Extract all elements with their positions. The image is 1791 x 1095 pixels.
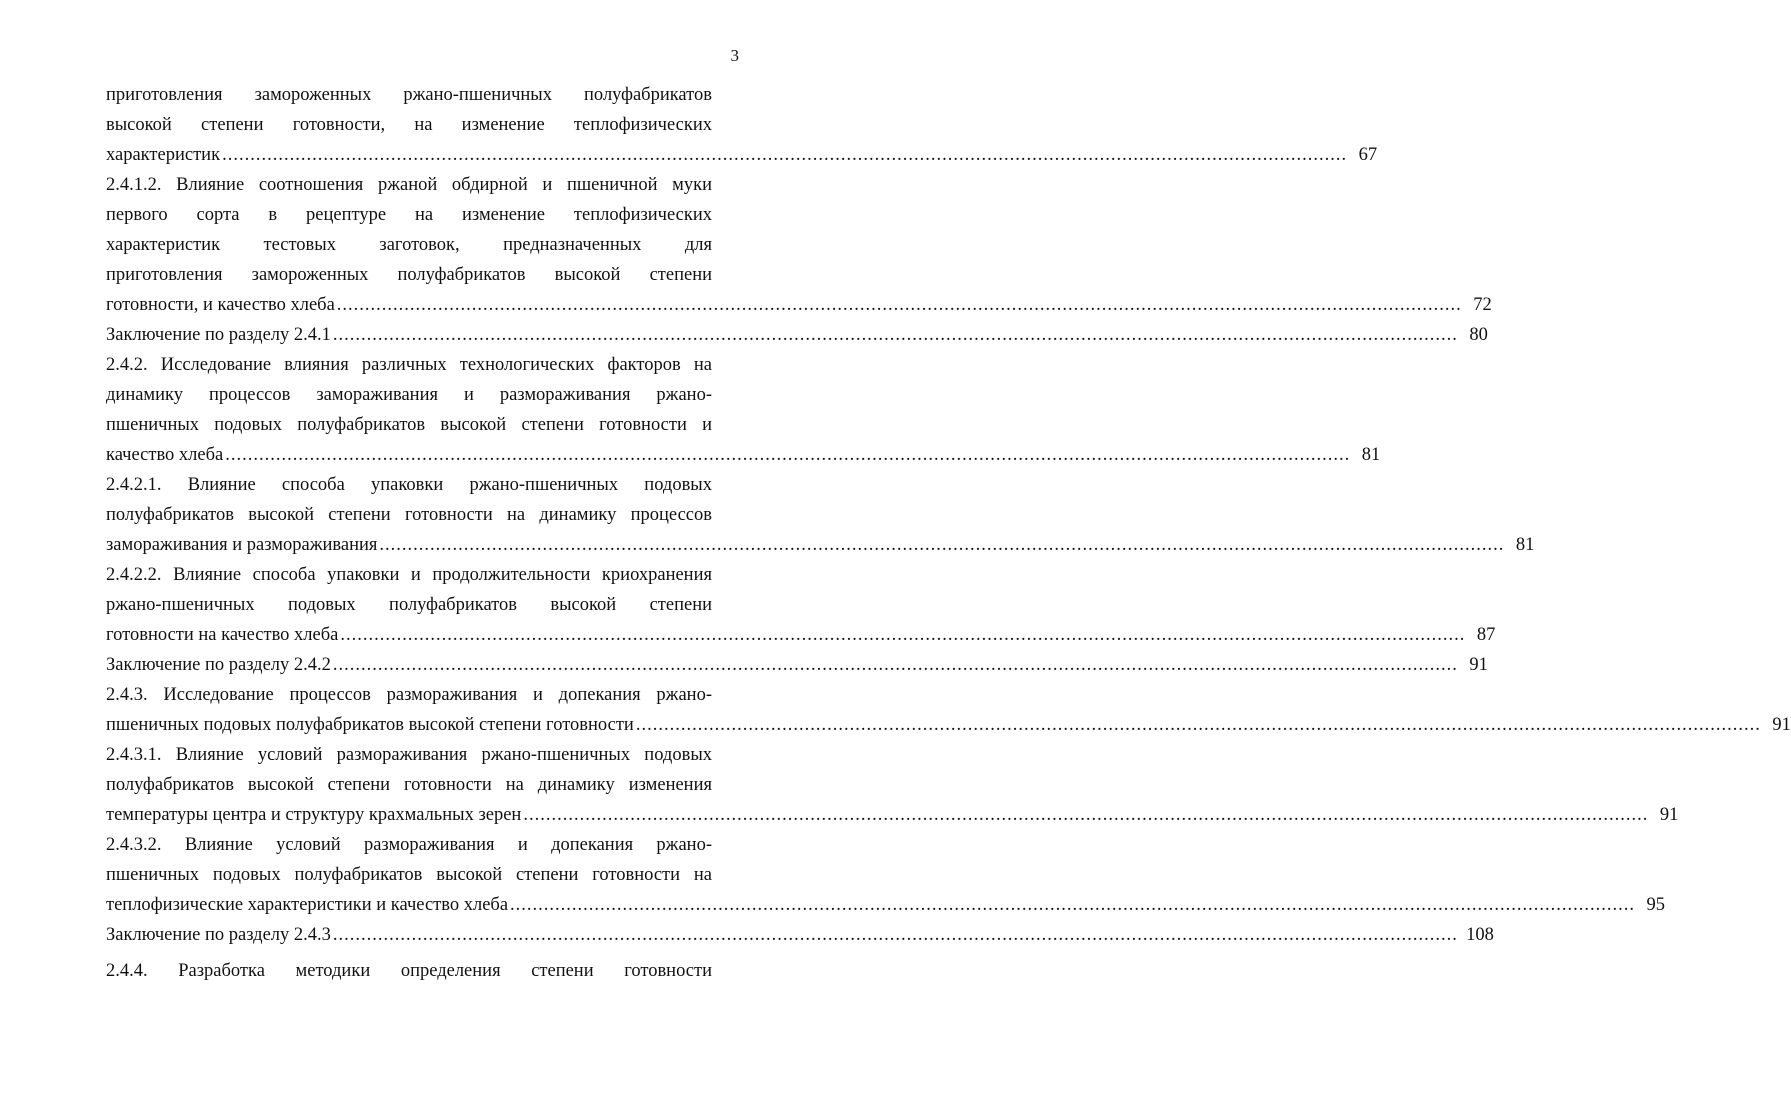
toc-entry-title: характеристик — [106, 145, 221, 165]
toc-entry-line: высокой степени готовности, на изменение теплофизических — [106, 115, 712, 135]
toc-entry — [106, 320, 1488, 350]
toc-page-number: 81 — [1361, 445, 1381, 465]
toc-entry-line: полуфабрикатов высокой степени готовности на динамику изменения — [106, 775, 712, 795]
toc-page-number: 95 — [1646, 895, 1666, 915]
toc-entry-line: приготовления замороженных ржано-пшеничных полуфабрикатов — [106, 85, 712, 105]
toc-entry-title: температуры центра и структуру крахмальных зерен — [106, 805, 522, 825]
dot-leader: ........................................................................................................................................................................................................ — [332, 655, 1458, 675]
dot-leader: ........................................................................................................................................................................................................ — [523, 805, 1649, 825]
toc-entry-title: пшеничных подовых полуфабрикатов высокой степени готовности — [106, 715, 634, 735]
dot-leader: ........................................................................................................................................................................................................ — [225, 445, 1351, 465]
dot-leader: ........................................................................................................................................................................................................ — [340, 625, 1466, 645]
dot-leader: ........................................................................................................................................................................................................ — [635, 715, 1761, 735]
dot-leader: ........................................................................................................................................................................................................ — [379, 535, 1505, 555]
dot-leader: ........................................................................................................................................................................................................ — [336, 295, 1462, 315]
toc-entry-title: качество хлеба — [106, 445, 224, 465]
toc-entry-last-line — [106, 290, 1492, 320]
toc-page-number: 108 — [1466, 925, 1494, 945]
toc-entry-line: пшеничных подовых полуфабрикатов высокой степени готовности и — [106, 415, 712, 435]
toc-entry — [106, 956, 712, 986]
toc-entry-last-line — [106, 650, 1488, 680]
dot-leader: ........................................................................................................................................................................................................ — [510, 895, 1636, 915]
toc-entry-last-line — [106, 620, 1496, 650]
toc-entry-last-line — [106, 920, 1494, 950]
toc-entry — [106, 680, 1791, 740]
toc-entry-line: 2.4.2. Исследование влияния различных технологических факторов на — [106, 355, 712, 375]
toc-entry — [106, 80, 1378, 170]
toc-entry-line: динамику процессов замораживания и размораживания ржано- — [106, 385, 712, 405]
toc-entry — [106, 560, 1496, 650]
toc-entry-line: характеристик тестовых заготовок, предназначенных для — [106, 235, 712, 255]
toc-entry-title: готовности на качество хлеба — [106, 625, 339, 645]
toc-entry-line: первого сорта в рецептуре на изменение теплофизических — [106, 205, 712, 225]
page-number: 3 — [730, 46, 739, 65]
toc-entry-title: Заключение по разделу 2.4.1 — [106, 325, 331, 345]
toc-entry-last-line — [106, 140, 1378, 170]
toc-entry-last-line — [106, 320, 1488, 350]
toc-entry-line: ржано-пшеничных подовых полуфабрикатов высокой степени — [106, 595, 712, 615]
dot-leader: ........................................................................................................................................................................................................ — [222, 145, 1348, 165]
toc-entry-title: Заключение по разделу 2.4.3 — [106, 925, 331, 945]
toc-entry-line: 2.4.3.2. Влияние условий размораживания и допекания ржано- — [106, 835, 712, 855]
table-of-contents — [106, 80, 1791, 986]
toc-page-number: 67 — [1358, 145, 1378, 165]
toc-entry-title: Заключение по разделу 2.4.2 — [106, 655, 331, 675]
toc-entry — [106, 740, 1679, 830]
toc-entry-title: теплофизические характеристики и качество хлеба — [106, 895, 509, 915]
toc-entry-line: 2.4.2.2. Влияние способа упаковки и продолжительности криохранения — [106, 565, 712, 585]
dot-leader: ........................................................................................................................................................................................................ — [332, 325, 1458, 345]
toc-entry-last-line — [106, 530, 1535, 560]
dot-leader: ........................................................................................................................................................................................................ — [332, 925, 1458, 945]
toc-entry-line: приготовления замороженных полуфабрикатов высокой степени — [106, 265, 712, 285]
toc-entry-title: замораживания и размораживания — [106, 535, 378, 555]
toc-entry-line: 2.4.2.1. Влияние способа упаковки ржано-пшеничных подовых — [106, 475, 712, 495]
toc-entry — [106, 470, 1535, 560]
toc-entry-line: 2.4.3. Исследование процессов размораживания и допекания ржано- — [106, 685, 712, 705]
toc-entry-last-line — [106, 890, 1666, 920]
toc-entry-line: 2.4.4. Разработка методики определения степени готовности — [106, 961, 712, 981]
toc-entry-last-line — [106, 710, 1791, 740]
toc-entry-last-line — [106, 440, 1381, 470]
toc-page-number: 72 — [1473, 295, 1492, 315]
toc-entry-line: 2.4.3.1. Влияние условий размораживания ржано-пшеничных подовых — [106, 745, 712, 765]
toc-entry — [106, 920, 1494, 950]
toc-page-number: 80 — [1469, 325, 1488, 345]
toc-entry — [106, 170, 1492, 320]
toc-entry-line: 2.4.1.2. Влияние соотношения ржаной обдирной и пшеничной муки — [106, 175, 712, 195]
toc-page-number: 81 — [1515, 535, 1535, 555]
toc-page-number: 91 — [1469, 655, 1488, 675]
toc-page-number: 87 — [1476, 625, 1496, 645]
toc-page-number: 91 — [1772, 715, 1791, 735]
toc-page-number: 91 — [1659, 805, 1679, 825]
toc-entry — [106, 650, 1488, 680]
toc-entry — [106, 830, 1666, 920]
toc-entry-title: готовности, и качество хлеба — [106, 295, 335, 315]
toc-entry-line: полуфабрикатов высокой степени готовности на динамику процессов — [106, 505, 712, 525]
toc-entry — [106, 350, 1381, 470]
toc-entry-last-line — [106, 800, 1679, 830]
toc-entry-line: пшеничных подовых полуфабрикатов высокой степени готовности на — [106, 865, 712, 885]
